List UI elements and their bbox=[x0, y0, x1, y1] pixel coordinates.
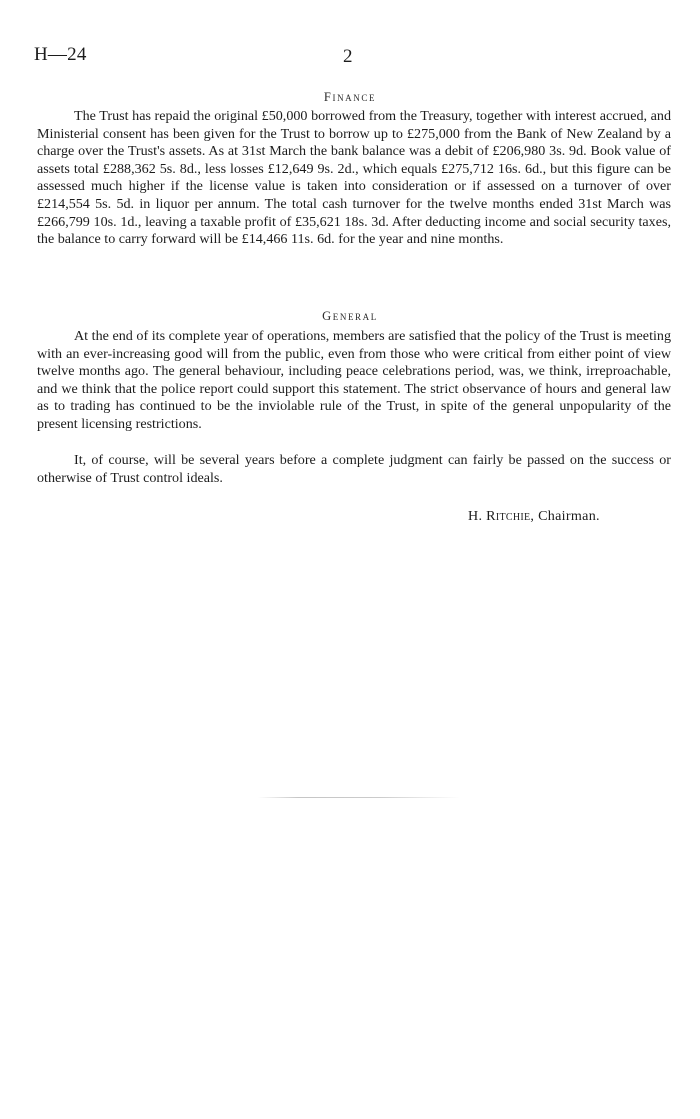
scan-artifact-line bbox=[258, 797, 460, 798]
finance-paragraph: The Trust has repaid the original £50,000 borrowed from the Treasury, together with interest accrued, and Ministerial consent has been given for the Trust to borrow up to £275,000 from the Bank of New Zealand by a charge over the Trust's assets. As at 31st March the bank balance was a debit of £206,980 3s. 9d. Book value of assets total £288,362 5s. 8d., less losses £12,649 9s. 2d., which equals £275,712 16s. 6d., but this figure can be assessed much higher if the license value is taken into consideration or if assessed on a turnover of over £214,554 5s. 5d. in liquor per annum. The total cash turnover for the twelve months ended 31st March was £266,799 10s. 1d., leaving a taxable profit of £35,621 18s. 3d. After deducting income and social security taxes, the balance to carry forward will be £14,466 11s. 6d. for the year and nine months. bbox=[37, 108, 671, 248]
page-number: 2 bbox=[343, 46, 353, 67]
general-heading: General bbox=[322, 309, 378, 323]
general-paragraph-2: It, of course, will be several years before a complete judgment can fairly be passed on the success or otherwise of Trust control ideals. bbox=[37, 452, 671, 486]
signature bbox=[468, 508, 600, 525]
finance-heading: Finance bbox=[323, 90, 377, 104]
signature-title: Chairman. bbox=[538, 508, 600, 524]
general-paragraph-1: At the end of its complete year of operations, members are satisfied that the policy of the Trust is meeting with an ever-increasing good will from the public, even from those who were critical from either point of view twelve months ago. The general behaviour, including peace celebrations period, was, we think, irreproachable, and we think that the police report could support this statement. The strict observance of hours and general law as to trading has continued to be the inviolable rule of the Trust, in spite of the general unpopularity of the present licensing restrictions. bbox=[37, 328, 671, 432]
signature-surname: Ritchie, bbox=[486, 508, 535, 524]
signature-initial: H. bbox=[468, 508, 483, 524]
document-reference: H—24 bbox=[34, 44, 87, 65]
